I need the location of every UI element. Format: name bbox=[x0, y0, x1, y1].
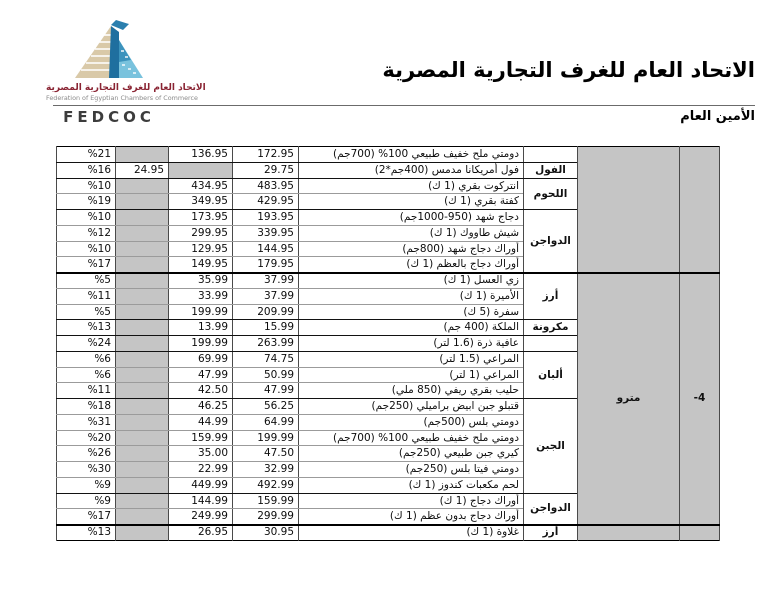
item-cell: دومتي ملح خفيف طبيعي 100% (700جم) bbox=[299, 430, 524, 446]
price-high-cell: 37.99 bbox=[233, 288, 299, 304]
price-low-cell: 26.95 bbox=[169, 525, 233, 541]
logo-english-name: Federation of Egyptian Chambers of Commerce bbox=[46, 94, 198, 102]
item-cell: سفرة (5 ك) bbox=[299, 304, 524, 320]
category-cell: الجبن bbox=[524, 399, 578, 494]
category-cell: الدواجن bbox=[524, 493, 578, 525]
item-cell: الملكة (400 جم) bbox=[299, 320, 524, 336]
table-row bbox=[57, 273, 720, 289]
item-cell: زي العسل (1 ك) bbox=[299, 273, 524, 289]
category-cell bbox=[524, 336, 578, 352]
price-low-cell: 173.95 bbox=[169, 210, 233, 226]
price-high-cell: 483.95 bbox=[233, 178, 299, 194]
extra-price-cell bbox=[116, 304, 169, 320]
price-low-cell: 349.95 bbox=[169, 194, 233, 210]
extra-price-cell bbox=[116, 194, 169, 210]
price-high-cell: 429.95 bbox=[233, 194, 299, 210]
category-cell: الفول bbox=[524, 162, 578, 178]
item-cell: فول أمريكانا مدمس (400جم*2) bbox=[299, 162, 524, 178]
discount-cell: %5 bbox=[57, 304, 116, 320]
discount-cell: %10 bbox=[57, 210, 116, 226]
price-low-cell: 46.25 bbox=[169, 399, 233, 415]
item-cell: أوراك دجاج (1 ك) bbox=[299, 493, 524, 509]
item-cell: أوراك دجاج بدون عظم (1 ك) bbox=[299, 509, 524, 525]
price-high-cell: 29.75 bbox=[233, 162, 299, 178]
extra-price-cell: 24.95 bbox=[116, 162, 169, 178]
discount-cell: %5 bbox=[57, 273, 116, 289]
extra-price-cell bbox=[116, 399, 169, 415]
price-low-cell: 159.99 bbox=[169, 430, 233, 446]
store-name-cell bbox=[578, 147, 680, 273]
page-title: الاتحاد العام للغرف التجارية المصرية bbox=[382, 58, 755, 82]
category-cell: اللحوم bbox=[524, 178, 578, 210]
discount-cell: %6 bbox=[57, 367, 116, 383]
item-cell: لحم مكعبات كندوز (1 ك) bbox=[299, 477, 524, 493]
price-low-cell: 33.99 bbox=[169, 288, 233, 304]
category-cell: أرز bbox=[524, 273, 578, 320]
extra-price-cell bbox=[116, 430, 169, 446]
extra-price-cell bbox=[116, 225, 169, 241]
discount-cell: %21 bbox=[57, 147, 116, 163]
price-low-cell: 22.99 bbox=[169, 462, 233, 478]
item-cell: دومتي بلس (500جم) bbox=[299, 414, 524, 430]
extra-price-cell bbox=[116, 147, 169, 163]
item-cell: انتركوت بقري (1 ك) bbox=[299, 178, 524, 194]
price-high-cell: 30.95 bbox=[233, 525, 299, 541]
item-cell: كفتة بقري (1 ك) bbox=[299, 194, 524, 210]
item-cell: كيري جبن طبيعي (250جم) bbox=[299, 446, 524, 462]
price-low-cell: 199.99 bbox=[169, 304, 233, 320]
pyramid-logo-icon bbox=[61, 20, 157, 82]
price-low-cell: 69.99 bbox=[169, 351, 233, 367]
item-cell: المراعي (1 لتر) bbox=[299, 367, 524, 383]
price-low-cell: 35.00 bbox=[169, 446, 233, 462]
price-high-cell: 193.95 bbox=[233, 210, 299, 226]
price-high-cell: 15.99 bbox=[233, 320, 299, 336]
extra-price-cell bbox=[116, 367, 169, 383]
price-table-wrap bbox=[56, 146, 720, 541]
price-table bbox=[56, 146, 720, 541]
logo-arabic-name: الاتحاد العام للغرف التجارية المصرية bbox=[46, 83, 206, 93]
price-high-cell: 159.99 bbox=[233, 493, 299, 509]
price-low-cell: 249.99 bbox=[169, 509, 233, 525]
discount-cell: %12 bbox=[57, 225, 116, 241]
price-low-cell: 47.99 bbox=[169, 367, 233, 383]
item-cell: عافية ذرة (1.6 لتر) bbox=[299, 336, 524, 352]
price-high-cell: 32.99 bbox=[233, 462, 299, 478]
price-low-cell: 136.95 bbox=[169, 147, 233, 163]
item-cell: دومتي فيتا بلس (250جم) bbox=[299, 462, 524, 478]
discount-cell: %10 bbox=[57, 178, 116, 194]
extra-price-cell bbox=[116, 320, 169, 336]
price-low-cell: 42.50 bbox=[169, 383, 233, 399]
price-low-cell: 299.95 bbox=[169, 225, 233, 241]
discount-cell: %11 bbox=[57, 288, 116, 304]
extra-price-cell bbox=[116, 414, 169, 430]
item-cell: الأميرة (1 ك) bbox=[299, 288, 524, 304]
price-low-cell: 13.99 bbox=[169, 320, 233, 336]
extra-price-cell bbox=[116, 210, 169, 226]
logo-acronym: FEDCOC bbox=[63, 108, 155, 126]
item-cell: غلاوة (1 ك) bbox=[299, 525, 524, 541]
discount-cell: %13 bbox=[57, 525, 116, 541]
extra-price-cell bbox=[116, 288, 169, 304]
item-cell: دجاج شهد (950-1000جم) bbox=[299, 210, 524, 226]
price-low-cell: 35.99 bbox=[169, 273, 233, 289]
extra-price-cell bbox=[116, 241, 169, 257]
price-high-cell: 199.99 bbox=[233, 430, 299, 446]
discount-cell: %16 bbox=[57, 162, 116, 178]
store-name-cell bbox=[578, 525, 680, 541]
discount-cell: %26 bbox=[57, 446, 116, 462]
category-cell bbox=[524, 147, 578, 163]
discount-cell: %11 bbox=[57, 383, 116, 399]
store-number-cell: -4 bbox=[680, 273, 720, 525]
category-cell: مكرونة bbox=[524, 320, 578, 336]
discount-cell: %20 bbox=[57, 430, 116, 446]
price-low-cell: 44.99 bbox=[169, 414, 233, 430]
extra-price-cell bbox=[116, 477, 169, 493]
price-low-cell: 449.99 bbox=[169, 477, 233, 493]
price-high-cell: 263.99 bbox=[233, 336, 299, 352]
extra-price-cell bbox=[116, 178, 169, 194]
price-low-cell: 149.95 bbox=[169, 257, 233, 273]
discount-cell: %10 bbox=[57, 241, 116, 257]
extra-price-cell bbox=[116, 383, 169, 399]
item-cell: أوراك دجاج بالعظم (1 ك) bbox=[299, 257, 524, 273]
extra-price-cell bbox=[116, 509, 169, 525]
page-subtitle: الأمين العام bbox=[680, 109, 755, 124]
discount-cell: %9 bbox=[57, 477, 116, 493]
price-low-cell: 144.99 bbox=[169, 493, 233, 509]
item-cell: شيش طاووك (1 ك) bbox=[299, 225, 524, 241]
category-cell: الدواجن bbox=[524, 210, 578, 273]
discount-cell: %31 bbox=[57, 414, 116, 430]
header-divider bbox=[53, 105, 755, 106]
discount-cell: %9 bbox=[57, 493, 116, 509]
price-high-cell: 56.25 bbox=[233, 399, 299, 415]
price-high-cell: 50.99 bbox=[233, 367, 299, 383]
price-high-cell: 209.99 bbox=[233, 304, 299, 320]
price-high-cell: 299.99 bbox=[233, 509, 299, 525]
fedcoc-logo bbox=[46, 20, 206, 102]
price-high-cell: 179.95 bbox=[233, 257, 299, 273]
discount-cell: %18 bbox=[57, 399, 116, 415]
store-number-cell bbox=[680, 147, 720, 273]
price-high-cell: 37.99 bbox=[233, 273, 299, 289]
price-high-cell: 339.95 bbox=[233, 225, 299, 241]
item-cell: المراعي (1.5 لتر) bbox=[299, 351, 524, 367]
price-high-cell: 74.75 bbox=[233, 351, 299, 367]
extra-price-cell bbox=[116, 493, 169, 509]
table-row bbox=[57, 147, 720, 163]
price-low-cell bbox=[169, 162, 233, 178]
price-low-cell: 434.95 bbox=[169, 178, 233, 194]
price-high-cell: 47.50 bbox=[233, 446, 299, 462]
discount-cell: %6 bbox=[57, 351, 116, 367]
price-low-cell: 129.95 bbox=[169, 241, 233, 257]
extra-price-cell bbox=[116, 336, 169, 352]
category-cell: أرز bbox=[524, 525, 578, 541]
price-high-cell: 144.95 bbox=[233, 241, 299, 257]
item-cell: حليب بقري ريفي (850 ملي) bbox=[299, 383, 524, 399]
item-cell: أوراك دجاج شهد (800جم) bbox=[299, 241, 524, 257]
extra-price-cell bbox=[116, 257, 169, 273]
price-high-cell: 47.99 bbox=[233, 383, 299, 399]
price-low-cell: 199.99 bbox=[169, 336, 233, 352]
store-number-cell bbox=[680, 525, 720, 541]
extra-price-cell bbox=[116, 525, 169, 541]
extra-price-cell bbox=[116, 351, 169, 367]
discount-cell: %24 bbox=[57, 336, 116, 352]
price-high-cell: 172.95 bbox=[233, 147, 299, 163]
table-row bbox=[57, 525, 720, 541]
category-cell: ألبان bbox=[524, 351, 578, 398]
discount-cell: %30 bbox=[57, 462, 116, 478]
item-cell: قتبلو جبن ابيض براميلي (250جم) bbox=[299, 399, 524, 415]
store-name-cell: مترو bbox=[578, 273, 680, 525]
extra-price-cell bbox=[116, 446, 169, 462]
extra-price-cell bbox=[116, 273, 169, 289]
discount-cell: %17 bbox=[57, 509, 116, 525]
discount-cell: %13 bbox=[57, 320, 116, 336]
price-high-cell: 492.99 bbox=[233, 477, 299, 493]
discount-cell: %17 bbox=[57, 257, 116, 273]
extra-price-cell bbox=[116, 462, 169, 478]
item-cell: دومتي ملح خفيف طبيعي 100% (700جم) bbox=[299, 147, 524, 163]
discount-cell: %19 bbox=[57, 194, 116, 210]
price-high-cell: 64.99 bbox=[233, 414, 299, 430]
